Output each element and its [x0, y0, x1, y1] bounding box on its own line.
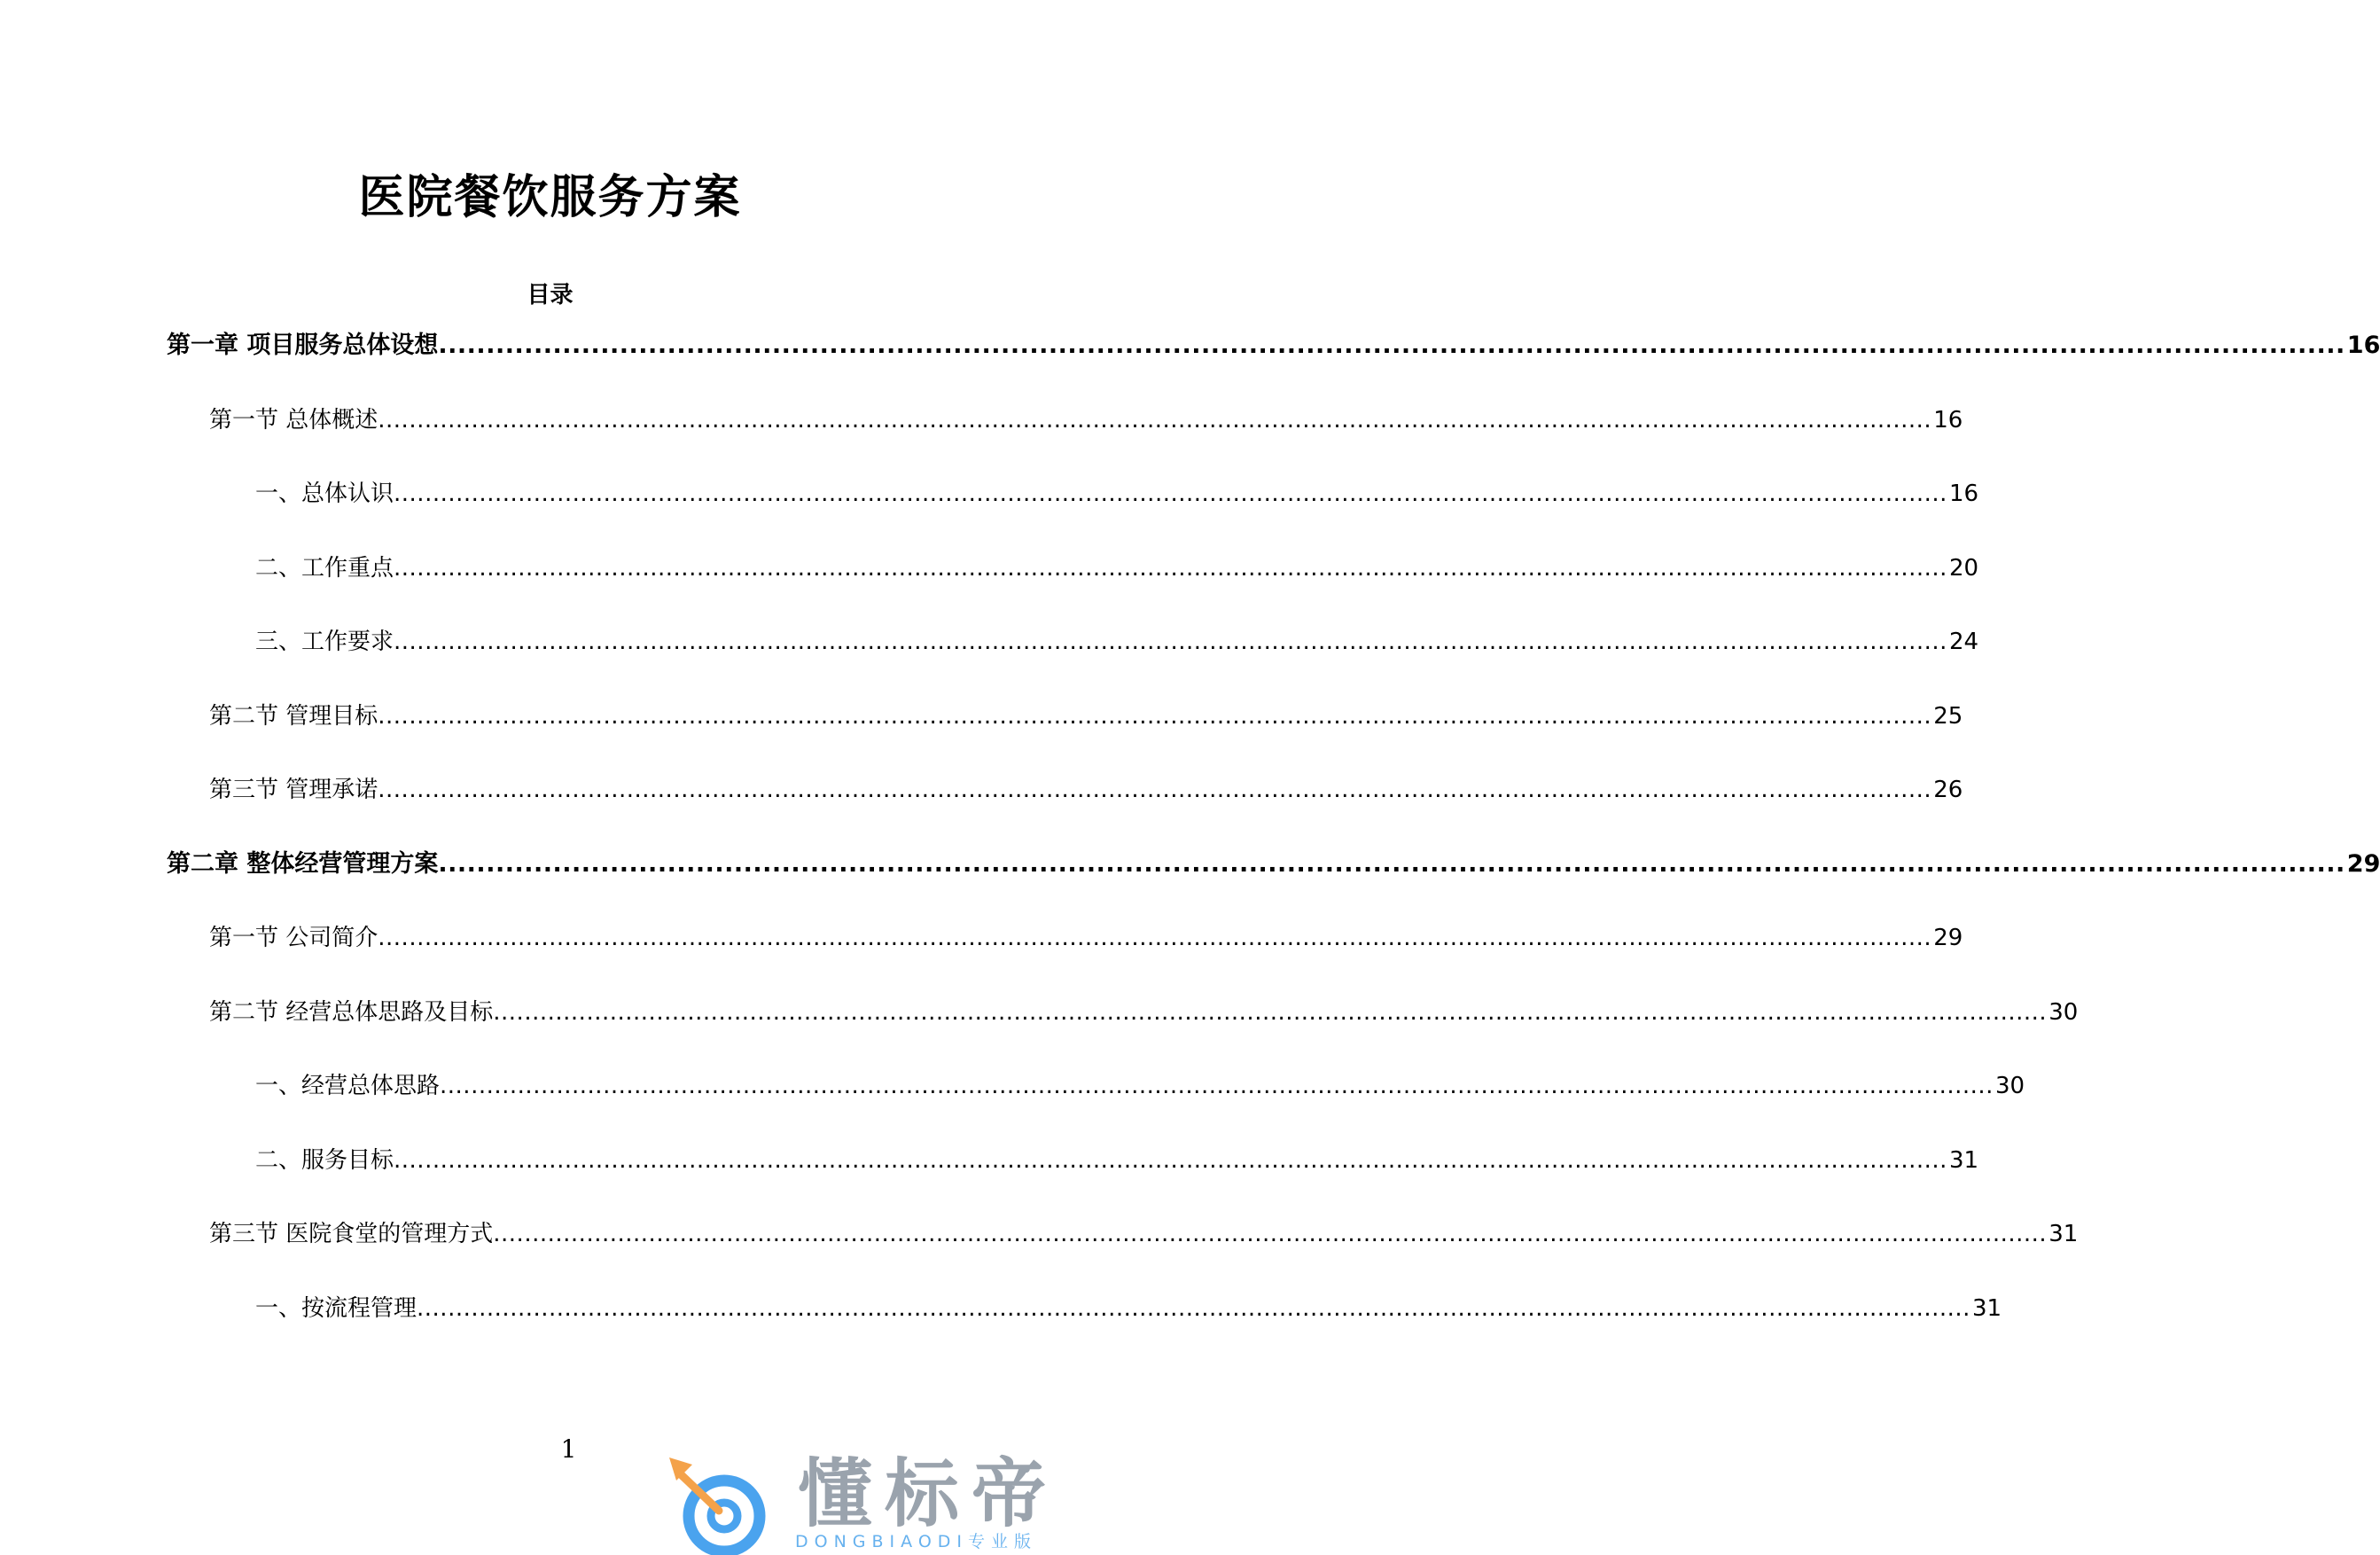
toc-entry-label: 第三节 管理承诺 — [209, 777, 378, 803]
target-arrow-icon — [660, 1452, 784, 1555]
toc-dot-leader: ........................................................................................................................................................................................................ — [394, 481, 1947, 507]
toc-entry[interactable] — [255, 476, 1979, 512]
toc-entry-page: 24 — [1948, 629, 1979, 655]
toc-entry-page: 25 — [1933, 702, 1963, 730]
toc-entry-page: 31 — [1971, 1294, 2002, 1322]
toc-dot-leader: ........................................................................................................................................................................................................ — [440, 1073, 1994, 1099]
toc-dot-leader: ........................................................................................................................................................................................................ — [394, 1146, 1947, 1174]
toc-entry-label: 第三节 医院食堂的管理方式 — [209, 1221, 494, 1247]
toc-entry-label: 二、服务目标 — [255, 1146, 394, 1174]
toc-entry-label: 第一章 项目服务总体设想 — [167, 332, 439, 359]
toc-entry-label: 一、经营总体思路 — [255, 1073, 441, 1099]
toc-dot-leader: ........................................................................................................................................................................................................ — [378, 777, 1932, 803]
toc-dot-leader: ........................................................................................................................................................................................................ — [378, 406, 1932, 434]
toc-entry-label: 一、按流程管理 — [255, 1294, 417, 1322]
toc-entry[interactable] — [209, 920, 1963, 956]
toc-dot-leader: ........................................................................................................................................................................................................ — [378, 702, 1932, 730]
toc-entry-page: 30 — [2048, 998, 2079, 1026]
toc-dot-leader: ........................................................................................................................................................................................................ — [438, 332, 2345, 359]
toc-heading: 目录 — [527, 282, 574, 309]
toc-dot-leader: ........................................................................................................................................................................................................ — [394, 554, 1947, 582]
toc-entry-page: 16 — [1948, 481, 1979, 507]
document-title: 医院餐饮服务方案 — [358, 171, 742, 224]
watermark-subtitle: DONGBIAODI专业版 — [795, 1532, 1038, 1551]
toc-entry[interactable] — [255, 1291, 2002, 1326]
toc-entry-page: 29 — [2346, 849, 2380, 878]
watermark-brand: 懂标帝 — [798, 1450, 1059, 1537]
toc-entry[interactable] — [209, 402, 1963, 438]
toc-dot-leader: ........................................................................................................................................................................................................ — [417, 1294, 1970, 1322]
toc-entry-page: 30 — [1994, 1073, 2025, 1099]
toc-entry-label: 第二节 经营总体思路及目标 — [209, 998, 494, 1026]
toc-entry[interactable] — [209, 1216, 2079, 1252]
toc-entry-page: 20 — [1948, 554, 1979, 582]
toc-entry[interactable] — [209, 772, 1963, 808]
toc-entry-page: 16 — [2346, 332, 2380, 359]
toc-entry-label: 二、工作重点 — [255, 554, 394, 582]
toc-entry-label: 第一节 总体概述 — [209, 406, 378, 434]
toc-entry[interactable] — [167, 847, 2380, 882]
toc-dot-leader: ........................................................................................................................................................................................................ — [438, 849, 2345, 878]
toc-entry-page: 31 — [2048, 1221, 2079, 1247]
toc-dot-leader: ........................................................................................................................................................................................................ — [493, 1221, 2048, 1247]
toc-dot-leader: ........................................................................................................................................................................................................ — [378, 925, 1932, 951]
toc-entry[interactable] — [255, 1068, 2025, 1104]
page-number: 1 — [560, 1434, 577, 1464]
toc-entry[interactable] — [255, 1143, 1979, 1178]
toc-entry[interactable] — [209, 995, 2079, 1030]
toc-dot-leader: ........................................................................................................................................................................................................ — [394, 629, 1947, 655]
toc-dot-leader: ........................................................................................................................................................................................................ — [493, 998, 2048, 1026]
watermark — [660, 1452, 1086, 1551]
toc-entry-label: 第一节 公司简介 — [209, 925, 378, 951]
toc-entry-page: 31 — [1948, 1146, 1979, 1174]
toc-entry-page: 16 — [1933, 406, 1963, 434]
toc-entry-label: 一、总体认识 — [255, 481, 394, 507]
toc-entry-page: 29 — [1933, 925, 1963, 951]
toc-entry[interactable] — [255, 551, 1979, 586]
toc-entry[interactable] — [209, 699, 1963, 734]
toc-entry-label: 第二章 整体经营管理方案 — [167, 849, 439, 878]
toc-entry-label: 第二节 管理目标 — [209, 702, 378, 730]
toc-entry-label: 三、工作要求 — [255, 629, 394, 655]
toc-entry[interactable] — [255, 624, 1979, 660]
toc-entry[interactable] — [167, 328, 2380, 363]
toc-entry-page: 26 — [1933, 777, 1963, 803]
